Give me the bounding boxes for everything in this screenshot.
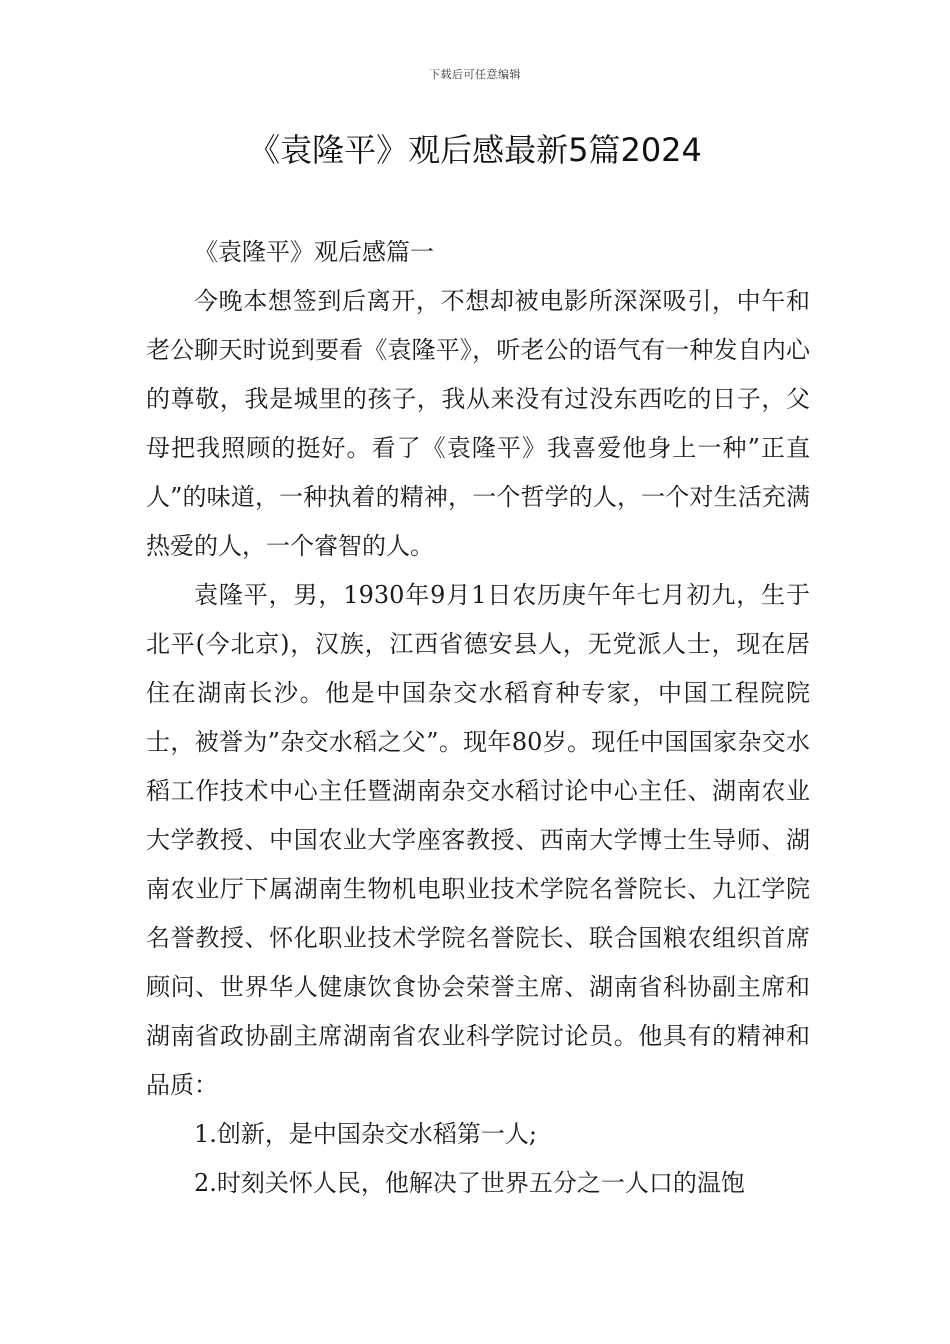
document-title: 《袁隆平》观后感最新5篇2024 xyxy=(248,131,702,169)
list-item-care-for-people: 2.时刻关怀人民，他解决了世界五分之一人口的温饱 xyxy=(194,1169,745,1197)
section-heading: 《袁隆平》观后感篇一 xyxy=(194,238,434,266)
paragraph-biography: 袁隆平，男，1930年9月1日农历庚午年七月初九，生于北平(今北京)，汉族，江西省德安县人，无党派人士，现在居住在湖南长沙。他是中国杂交水稻育种专家，中国工程院院士，被誉为”杂交水稻之父”。现年80岁。现任中国国家杂交水稻工作技术中心主任暨湖南杂交水稻讨论中心主任、湖南农业大学教授、中国农业大学座客教授、西南大学博士生导师、湖南农业厅下属湖南生物机电职业技术学院名誉院长、九江学院名誉教授、怀化职业技术学院名誉院长、联合国粮农组织首席顾问、世界华人健康饮食协会荣誉主席、湖南省科协副主席和湖南省政协副主席湖南省农业科学院讨论员。他具有的精神和品质： xyxy=(146,581,810,1099)
header-note: 下载后可任意编辑 xyxy=(429,68,521,81)
document-body xyxy=(146,228,810,1208)
paragraph-intro: 今晚本想签到后离开，不想却被电影所深深吸引，中午和老公聊天时说到要看《袁隆平》，听老公的语气有一种发自内心的尊敬，我是城里的孩子，我从来没有过没东西吃的日子，父母把我照顾的挺好。看了《袁隆平》我喜爱他身上一种”正直人”的味道，一种执着的精神，一个哲学的人，一个对生活充满热爱的人，一个睿智的人。 xyxy=(146,287,810,560)
list-item-innovation: 1.创新，是中国杂交水稻第一人; xyxy=(194,1120,537,1148)
